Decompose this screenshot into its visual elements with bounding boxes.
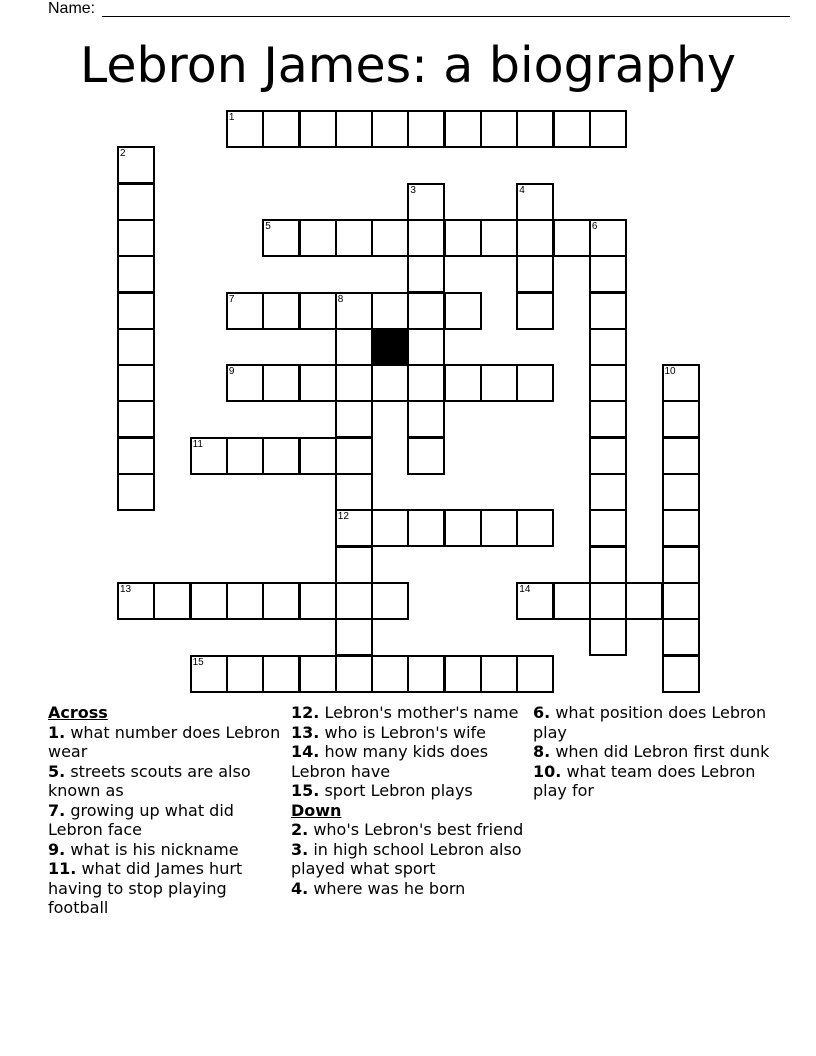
grid-cell[interactable] — [262, 437, 300, 475]
grid-cell[interactable] — [335, 292, 373, 330]
grid-cell[interactable] — [335, 364, 373, 402]
grid-cell[interactable] — [444, 364, 482, 402]
grid-cell[interactable] — [262, 582, 300, 620]
clue-across-15: 15. sport Lebron plays — [291, 781, 473, 800]
grid-cell[interactable] — [407, 328, 445, 366]
grid-cell[interactable] — [589, 219, 627, 257]
grid-cell[interactable] — [226, 364, 264, 402]
grid-cell[interactable] — [589, 546, 627, 584]
clue-number: 1 — [228, 112, 235, 123]
grid-cell[interactable] — [407, 255, 445, 293]
grid-cell[interactable] — [153, 582, 191, 620]
grid-cell[interactable] — [299, 364, 337, 402]
grid-cell[interactable] — [117, 328, 155, 366]
grid-cell[interactable] — [516, 219, 554, 257]
grid-cell[interactable] — [335, 110, 373, 148]
grid-cell[interactable] — [589, 110, 627, 148]
clue-across-9: 9. what is his nickname — [48, 839, 239, 859]
grid-cell[interactable] — [335, 437, 373, 475]
grid-cell[interactable] — [335, 400, 373, 438]
grid-cell[interactable] — [117, 183, 155, 221]
grid-cell[interactable] — [444, 655, 482, 693]
grid-cell[interactable] — [516, 582, 554, 620]
grid-cell[interactable] — [226, 655, 264, 693]
grid-cell[interactable] — [335, 509, 373, 547]
grid-cell[interactable] — [407, 655, 445, 693]
clue-number: 9 — [228, 366, 235, 378]
grid-cell[interactable] — [407, 219, 445, 257]
grid-cell[interactable] — [662, 473, 700, 511]
grid-cell[interactable] — [662, 364, 700, 402]
page-title: Lebron James: a biography — [79, 37, 737, 94]
grid-cell[interactable] — [407, 183, 445, 221]
grid-cell[interactable] — [444, 219, 482, 257]
grid-cell[interactable] — [407, 509, 445, 547]
grid-cell[interactable] — [407, 292, 445, 330]
grid-cell[interactable] — [444, 110, 482, 148]
grid-cell[interactable] — [190, 655, 228, 693]
grid-cell[interactable] — [516, 655, 554, 693]
grid-cell[interactable] — [407, 400, 445, 438]
black-cell — [371, 328, 409, 366]
clue-number: 5 — [265, 220, 271, 232]
clue-across-7: 7. growing up what did Lebron face — [48, 800, 234, 839]
clue-number: 4 — [519, 184, 525, 196]
clue-down-2: 2. who's Lebron's best friend — [291, 820, 524, 839]
grid-cell[interactable] — [226, 582, 264, 620]
grid-cell[interactable] — [335, 618, 373, 656]
grid-cell[interactable] — [299, 110, 337, 148]
clues-column-2 — [291, 703, 531, 898]
grid-cell[interactable] — [516, 110, 554, 148]
grid-cell[interactable] — [335, 546, 373, 584]
grid-cell[interactable] — [589, 582, 627, 620]
grid-cell[interactable] — [262, 364, 300, 402]
clue-number: 14 — [519, 583, 531, 595]
grid-cell[interactable] — [371, 292, 409, 330]
clue-down-6: 6. what position does Lebron play — [533, 703, 767, 742]
grid-cell[interactable] — [262, 110, 300, 148]
grid-cell[interactable] — [480, 655, 518, 693]
grid-cell[interactable] — [262, 655, 300, 693]
clue-number: 13 — [120, 583, 132, 595]
grid-cell[interactable] — [480, 364, 518, 402]
grid-cell[interactable] — [662, 437, 700, 475]
grid-cell[interactable] — [516, 183, 554, 221]
across-header: Across — [48, 703, 108, 722]
clue-across-14: 14. how many kids does Lebron have — [291, 742, 489, 781]
grid-cell[interactable] — [662, 546, 700, 584]
clue-number: 7 — [228, 293, 235, 305]
grid-cell[interactable] — [589, 328, 627, 366]
grid-cell[interactable] — [480, 509, 518, 547]
grid-cell[interactable] — [226, 110, 264, 148]
grid-cell[interactable] — [480, 110, 518, 148]
grid-cell[interactable] — [335, 655, 373, 693]
grid-cell[interactable] — [335, 473, 373, 511]
grid-cell[interactable] — [299, 582, 337, 620]
grid-cell[interactable] — [589, 292, 627, 330]
grid-cell[interactable] — [117, 582, 155, 620]
grid-cell[interactable] — [335, 328, 373, 366]
grid-cell[interactable] — [662, 582, 700, 620]
clue-across-5: 5. streets scouts are also known as — [48, 761, 251, 800]
grid-cell[interactable] — [117, 255, 155, 293]
grid-cell[interactable] — [371, 364, 409, 402]
grid-cell[interactable] — [516, 255, 554, 293]
grid-cell[interactable] — [226, 437, 264, 475]
grid-cell[interactable] — [589, 400, 627, 438]
grid-cell[interactable] — [117, 364, 155, 402]
clue-number: 12 — [337, 511, 349, 523]
clue-down-8: 8. when did Lebron first dunk — [533, 742, 770, 761]
grid-cell[interactable] — [371, 655, 409, 693]
grid-cell[interactable] — [335, 219, 373, 257]
grid-cell[interactable] — [299, 437, 337, 475]
grid-cell[interactable] — [299, 292, 337, 330]
grid-cell[interactable] — [117, 292, 155, 330]
grid-cell[interactable] — [662, 655, 700, 693]
down-header: Down — [291, 800, 342, 820]
grid-cell[interactable] — [190, 582, 228, 620]
grid-cell[interactable] — [589, 473, 627, 511]
grid-cell[interactable] — [299, 219, 337, 257]
grid-cell[interactable] — [662, 400, 700, 438]
grid-cell[interactable] — [516, 364, 554, 402]
grid-cell[interactable] — [407, 110, 445, 148]
grid-cell[interactable] — [589, 618, 627, 656]
grid-cell[interactable] — [407, 437, 445, 475]
grid-cell[interactable] — [262, 292, 300, 330]
grid-cell[interactable] — [371, 582, 409, 620]
grid-cell[interactable] — [589, 437, 627, 475]
grid-cell[interactable] — [589, 509, 627, 547]
grid-cell[interactable] — [480, 219, 518, 257]
grid-cell[interactable] — [117, 146, 155, 184]
name-label: Name: — [48, 0, 96, 17]
grid-cell[interactable] — [371, 509, 409, 547]
grid-cell[interactable] — [553, 582, 591, 620]
grid-cell[interactable] — [589, 364, 627, 402]
clue-number: 2 — [120, 148, 126, 160]
clue-number: 3 — [410, 184, 416, 196]
grid-cell[interactable] — [262, 219, 300, 257]
clue-number: 8 — [337, 293, 344, 305]
clues-column-1 — [48, 703, 288, 918]
clues-column-3 — [533, 703, 773, 801]
grid-cell[interactable] — [407, 364, 445, 402]
grid-cell[interactable] — [444, 509, 482, 547]
grid-cell[interactable] — [589, 255, 627, 293]
clue-across-1: 1. what number does Lebron wear — [48, 722, 281, 761]
clue-down-3: 3. in high school Lebron also played what sport — [291, 839, 522, 878]
grid-cell[interactable] — [444, 292, 482, 330]
clue-down-10: 10. what team does Lebron play for — [533, 761, 756, 800]
grid-cell[interactable] — [553, 219, 591, 257]
grid-cell[interactable] — [335, 582, 373, 620]
grid-cell[interactable] — [371, 219, 409, 257]
grid-cell[interactable] — [226, 292, 264, 330]
clue-down-4: 4. where was he born — [291, 878, 466, 898]
clue-across-11: 11. what did James hurt having to stop playing football — [48, 859, 243, 917]
clue-number: 15 — [192, 656, 204, 668]
clue-across-12: 12. Lebron's mother's name — [291, 703, 519, 722]
grid-cell[interactable] — [117, 400, 155, 438]
grid-cell[interactable] — [190, 437, 228, 475]
clue-across-13: 13. who is Lebron's wife — [291, 722, 487, 742]
grid-cell[interactable] — [117, 437, 155, 475]
grid-cell[interactable] — [516, 509, 554, 547]
grid-cell[interactable] — [553, 110, 591, 148]
clue-number: 10 — [664, 366, 676, 378]
grid-cell[interactable] — [117, 219, 155, 257]
grid-cell[interactable] — [371, 110, 409, 148]
clue-number: 6 — [591, 220, 598, 232]
grid-cell[interactable] — [662, 618, 700, 656]
grid-cell[interactable] — [299, 655, 337, 693]
grid-cell[interactable] — [625, 582, 663, 620]
grid-cell[interactable] — [662, 509, 700, 547]
grid-cell[interactable] — [516, 292, 554, 330]
clue-number: 11 — [192, 438, 203, 450]
grid-cell[interactable] — [117, 473, 155, 511]
